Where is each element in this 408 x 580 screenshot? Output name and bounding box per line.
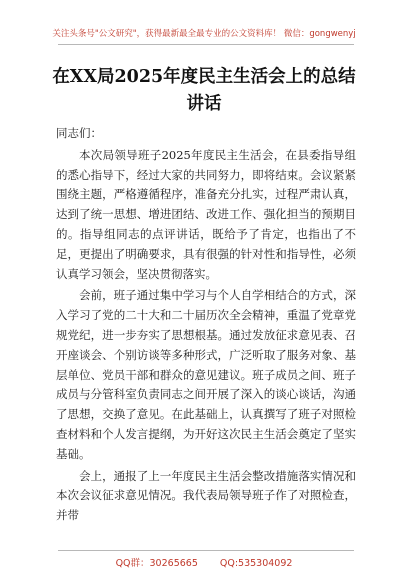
document-title-line-1: 在XX局2025年度民主生活会上的总结: [52, 67, 356, 87]
footer-qq: QQ:535304092: [219, 558, 293, 569]
salutation: 同志们：: [56, 126, 102, 140]
document-body: [56, 124, 356, 528]
paragraph-2: 会前，班子通过集中学习与个人自学相结合的方式，深入学习了党的二十大和二十届历次全会精神，重温了党章党规党纪，进一步夯实了思想根基。通过发放征求意见表、召开座谈会、个别访谈等多种形式，广泛听取了服务对象、基层单位、党员干部和群众的意见建议。班子成员之间、班子成员与分管科室负责同志之间开展了深入的谈心谈话，沟通了思想，交换了意见。在此基础上，认真撰写了班子对照检查材料和个人发言提纲，为开好这次民主生活会奠定了坚实基础。: [56, 288, 356, 461]
footer-divider: [58, 550, 354, 551]
document-title-line-2: 讲话: [186, 94, 222, 114]
header-note: 关注头条号"公文研究"，获得最新最全最专业的公文资料库！ 微信：gongwenyj: [52, 29, 356, 39]
footer-qq-group: QQ群：30265665: [115, 558, 198, 569]
header-divider: [58, 44, 354, 45]
paragraph-1: 本次局领导班子2025年度民主生活会，在县委指导组的悉心指导下，经过大家的共同努力，即将结束。会议紧紧围绕主题，严格遵循程序，准备充分扎实，过程严肃认真，达到了统一思想、增进团结、改进工作、强化担当的预期目的。指导组同志的点评讲话，既给予了肯定，也指出了不足，更提出了明确要求，具有很强的针对性和指导性，必须认真学习领会，坚决贯彻落实。: [56, 147, 356, 281]
document-title: [40, 64, 368, 118]
footer: [0, 555, 408, 569]
paragraph-3: 会上，通报了上一年度民主生活会整改措施落实情况和本次会议征求意见情况。我代表局领导班子作了对照检查，并带: [56, 468, 356, 523]
